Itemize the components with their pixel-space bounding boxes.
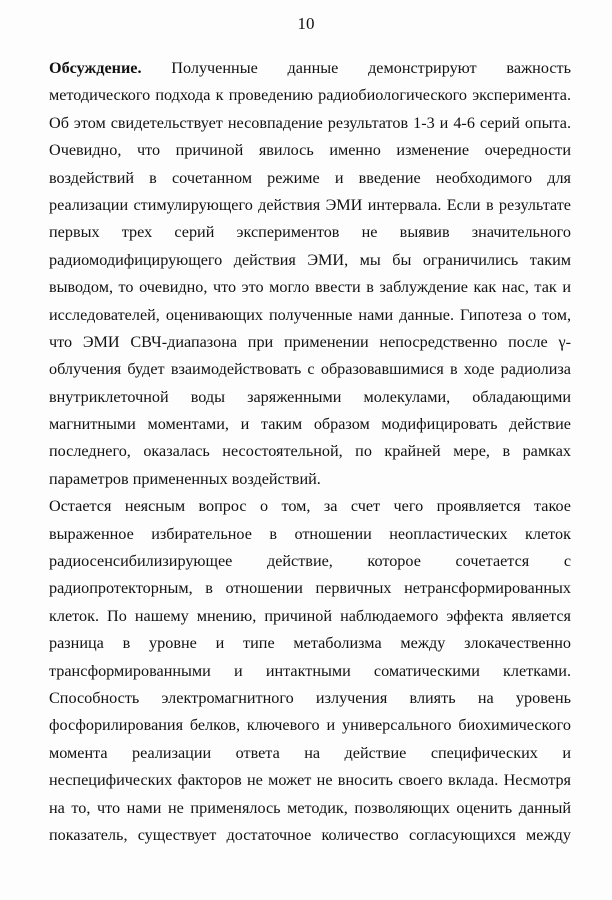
text-line: что ЭМИ СВЧ-диапазона при применении непосредственно после γ- bbox=[49, 332, 571, 351]
text-line: трансформированными и интактными соматическими клетками. bbox=[49, 661, 571, 680]
text-line: выраженное избирательное в отношении неопластических клеток bbox=[49, 524, 571, 543]
discussion-heading: Обсуждение. bbox=[49, 59, 142, 77]
text-line: радиосенсибилизирующее действие, которое сочетается с bbox=[49, 552, 571, 571]
text-line: реализации стимулирующего действия ЭМИ интервала. Если в результате bbox=[49, 195, 571, 214]
text-line: момента реализации ответа на действие специфических и bbox=[49, 743, 571, 762]
text-line: Остается неясным вопрос о том, за счет чего проявляется такое bbox=[49, 497, 571, 516]
text-line: воздействий в сочетанном режиме и введение необходимого для bbox=[49, 168, 571, 187]
body-text bbox=[49, 55, 571, 849]
text-line: магнитными моментами, и таким образом модифицировать действие bbox=[49, 415, 571, 434]
text-line: показатель, существует достаточное количество согласующихся между bbox=[49, 825, 571, 844]
page-number: 10 bbox=[297, 14, 315, 33]
text-line bbox=[49, 55, 571, 82]
text-line: Способность электромагнитного излучения влиять на уровень bbox=[49, 688, 571, 707]
text-line: клеток. По нашему мнению, причиной наблюдаемого эффекта является bbox=[49, 606, 571, 625]
text-line: исследователей, оценивающих полученные нами данные. Гипотеза о том, bbox=[49, 305, 571, 324]
text-line: облучения будет взаимодействовать с образовавшимися в ходе радиолиза bbox=[49, 360, 571, 379]
text-line: последнего, оказалась несостоятельной, по крайней мере, в рамках bbox=[49, 442, 571, 461]
paragraph-second bbox=[49, 493, 571, 849]
text-line: Об этом свидетельствует несовпадение результатов 1-3 и 4-6 серий опыта. bbox=[49, 113, 571, 132]
text-line: разница в уровне и типе метаболизма между злокачественно bbox=[49, 634, 571, 653]
text-line-content: Полученные данные демонстрируют важность bbox=[141, 59, 571, 77]
text-line: неспецифических факторов не может не вносить своего вклада. Несмотря bbox=[49, 771, 571, 790]
text-line: радиомодифицирующего действия ЭМИ, мы бы ограничились таким bbox=[49, 250, 571, 269]
text-line: фосфорилирования белков, ключевого и универсального биохимического bbox=[49, 716, 571, 735]
text-line: Очевидно, что причиной явилось именно изменение очередности bbox=[49, 141, 571, 160]
text-line: радиопротекторным, в отношении первичных нетрансформированных bbox=[49, 579, 571, 598]
paragraph-discussion bbox=[49, 55, 571, 493]
text-line: первых трех серий экспериментов не выявив значительного bbox=[49, 223, 571, 242]
text-line: на то, что нами не применялось методик, позволяющих оценить данный bbox=[49, 798, 571, 817]
text-line: параметров примененных воздействий. bbox=[49, 469, 321, 488]
text-line: выводом, то очевидно, что это могло ввести в заблуждение как нас, так и bbox=[49, 278, 571, 297]
text-line: внутриклеточной воды заряженными молекулами, обладающими bbox=[49, 387, 571, 406]
text-line: методического подхода к проведению радиобиологического эксперимента. bbox=[49, 86, 571, 105]
